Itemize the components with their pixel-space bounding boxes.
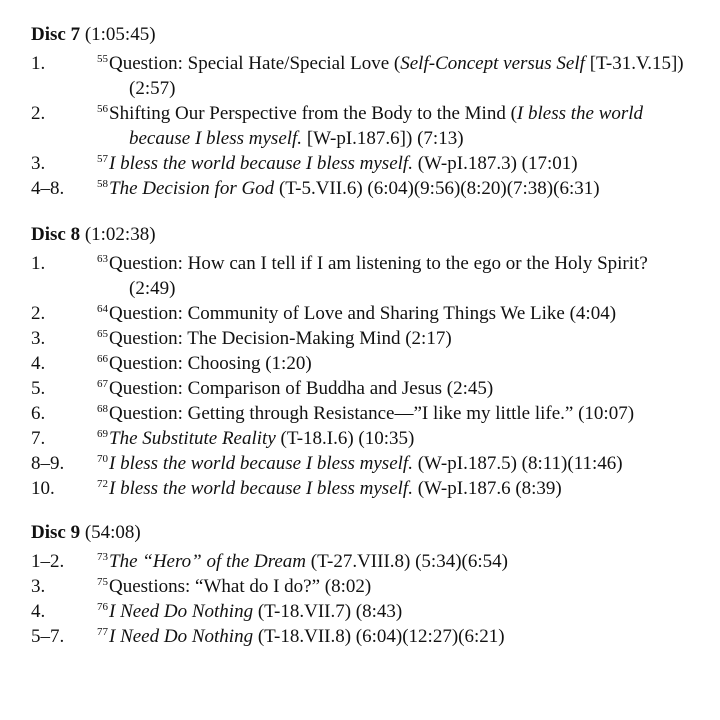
track-text [97, 101, 697, 151]
track-title-segment: (T-18.VII.8) (6:04)(12:27)(6:21) [253, 626, 505, 647]
track-text [97, 574, 720, 599]
disc-duration: (54:08) [84, 522, 141, 543]
footnote-marker: 75 [97, 576, 108, 588]
track-item [0, 51, 720, 101]
track-number: 5. [31, 378, 46, 399]
track-number: 1. [31, 53, 46, 74]
track-item [0, 251, 720, 301]
footnote-marker: 66 [97, 353, 108, 365]
track-title-segment: Question: Community of Love and Sharing Things We Like (4:04) [109, 303, 617, 324]
footnote-marker: 57 [97, 153, 108, 165]
footnote-marker: 56 [97, 103, 108, 115]
track-number: 2. [31, 103, 46, 124]
disc-section [0, 22, 720, 201]
track-number: 3. [31, 153, 46, 174]
track-item [0, 624, 720, 649]
track-title-segment: (T-27.VIII.8) (5:34)(6:54) [306, 551, 508, 572]
track-item [0, 401, 720, 426]
footnote-marker: 64 [97, 303, 108, 315]
track-text [97, 51, 697, 101]
track-text [97, 176, 720, 201]
disc-title: Disc 9 [31, 522, 81, 543]
track-title-segment: I bless the world because I bless myself. [109, 453, 413, 474]
disc-heading [0, 222, 720, 247]
track-title-segment: I Need Do Nothing [109, 601, 254, 622]
disc-title: Disc 8 [31, 224, 81, 245]
track-title-segment: Question: The Decision-Making Mind (2:17) [109, 328, 452, 349]
track-title-segment: The “Hero” of the Dream [109, 551, 307, 572]
track-text [97, 624, 720, 649]
disc-section [0, 520, 720, 649]
track-text [97, 451, 720, 476]
track-text [97, 326, 720, 351]
track-number: 10. [31, 478, 55, 499]
track-text [97, 401, 720, 426]
track-title-segment: Question: Choosing (1:20) [109, 353, 312, 374]
track-title-segment: (W-pI.187.5) (8:11)(11:46) [412, 453, 623, 474]
track-text [97, 301, 720, 326]
track-number: 1. [31, 253, 46, 274]
track-item [0, 426, 720, 451]
footnote-marker: 67 [97, 378, 108, 390]
footnote-marker: 76 [97, 601, 108, 613]
track-title-segment: Question: Getting through Resistance—”I like my little life.” (10:07) [109, 403, 635, 424]
track-item [0, 301, 720, 326]
track-title-segment: [W-pI.187.6]) (7:13) [302, 128, 464, 149]
track-title-segment: (T-5.VII.6) (6:04)(9:56)(8:20)(7:38)(6:31) [274, 178, 600, 199]
footnote-marker: 70 [97, 453, 108, 465]
track-number: 4–8. [31, 178, 65, 199]
track-number: 3. [31, 576, 46, 597]
track-text [97, 476, 720, 501]
track-title-segment: The Decision for God [109, 178, 275, 199]
track-list [0, 549, 720, 649]
footnote-marker: 65 [97, 328, 108, 340]
track-text [97, 599, 720, 624]
track-number: 4. [31, 601, 46, 622]
track-item [0, 326, 720, 351]
track-item [0, 599, 720, 624]
footnote-marker: 69 [97, 428, 108, 440]
track-title-segment: Self-Concept versus Self [400, 53, 585, 74]
footnote-marker: 72 [97, 478, 108, 490]
track-text [97, 151, 720, 176]
track-number: 3. [31, 328, 46, 349]
disc-title: Disc 7 [31, 24, 81, 45]
track-title-segment: I Need Do Nothing [109, 626, 254, 647]
track-item [0, 351, 720, 376]
track-text [97, 351, 720, 376]
track-item [0, 376, 720, 401]
track-number: 1–2. [31, 551, 65, 572]
track-text [97, 251, 657, 301]
track-number: 8–9. [31, 453, 65, 474]
track-title-segment: Questions: “What do I do?” (8:02) [109, 576, 372, 597]
track-title-segment: (W-pI.187.6 (8:39) [412, 478, 562, 499]
track-title-segment: The Substitute Reality [109, 428, 276, 449]
track-number: 7. [31, 428, 46, 449]
track-title-segment: (W-pI.187.3) (17:01) [412, 153, 578, 174]
track-title-segment: Question: Special Hate/Special Love ( [109, 53, 401, 74]
track-item [0, 151, 720, 176]
track-number: 2. [31, 303, 46, 324]
track-text [97, 549, 720, 574]
track-item [0, 574, 720, 599]
footnote-marker: 55 [97, 53, 108, 65]
disc-duration: (1:05:45) [84, 24, 156, 45]
track-item [0, 451, 720, 476]
footnote-marker: 68 [97, 403, 108, 415]
footnote-marker: 73 [97, 551, 108, 563]
track-title-segment: (T-18.VII.7) (8:43) [253, 601, 403, 622]
disc-duration: (1:02:38) [84, 224, 156, 245]
footnote-marker: 77 [97, 626, 108, 638]
track-title-segment: [T-31.V.15]) (2:57) [129, 53, 684, 99]
track-item [0, 476, 720, 501]
track-title-segment: Shifting Our Perspective from the Body to the Mind ( [109, 103, 517, 124]
track-number: 5–7. [31, 626, 65, 647]
track-text [97, 376, 720, 401]
track-title-segment: I bless the world because I bless myself. [129, 103, 644, 149]
track-item [0, 549, 720, 574]
track-title-segment: I bless the world because I bless myself. [109, 153, 413, 174]
track-title-segment: I bless the world because I bless myself. [109, 478, 413, 499]
track-number: 6. [31, 403, 46, 424]
track-title-segment: (T-18.I.6) (10:35) [275, 428, 415, 449]
track-item [0, 101, 720, 151]
disc-heading [0, 520, 720, 545]
track-list [0, 51, 720, 201]
track-list [0, 251, 720, 501]
disc-section [0, 222, 720, 501]
track-item [0, 176, 720, 201]
track-title-segment: Question: Comparison of Buddha and Jesus (2:45) [109, 378, 494, 399]
footnote-marker: 58 [97, 178, 108, 190]
track-text [97, 426, 720, 451]
footnote-marker: 63 [97, 253, 108, 265]
track-title-segment: Question: How can I tell if I am listening to the ego or the Holy Spirit? (2:49) [109, 253, 648, 299]
track-number: 4. [31, 353, 46, 374]
disc-heading [0, 22, 720, 47]
